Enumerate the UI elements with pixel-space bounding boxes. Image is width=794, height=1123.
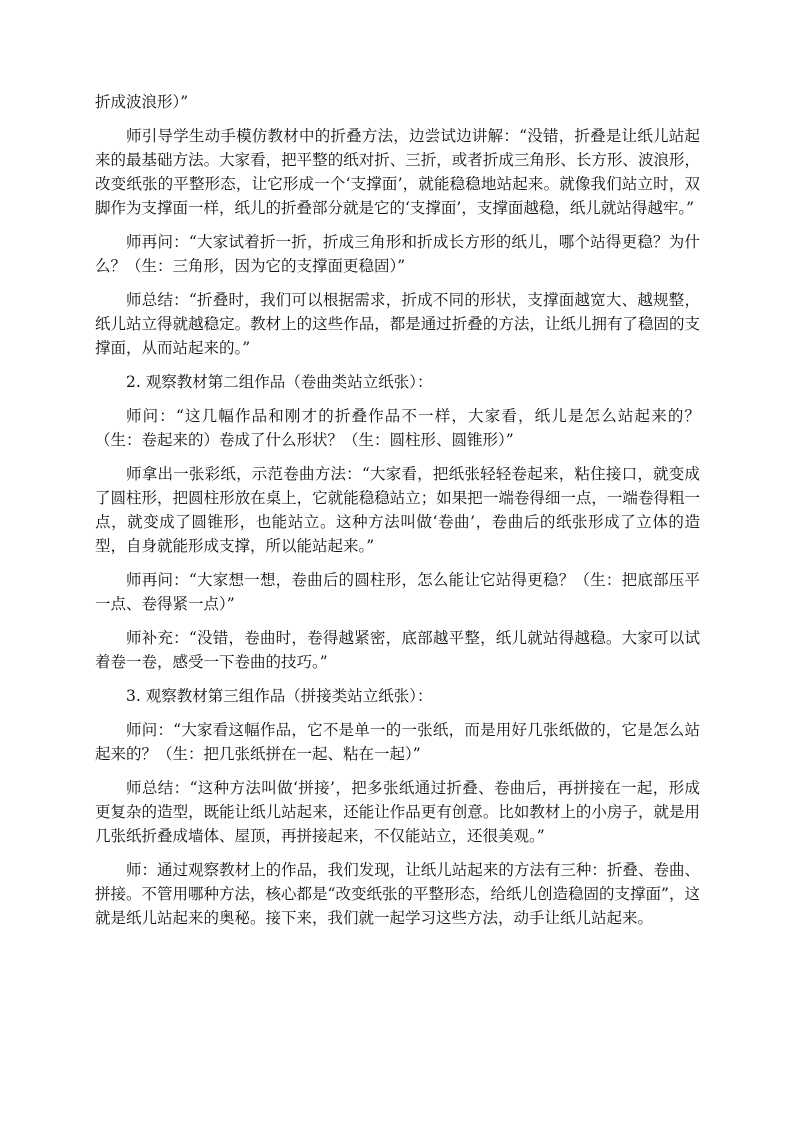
paragraph-folding-explanation: 师引导学生动手模仿教材中的折叠方法，边尝试边讲解：“没错，折叠是让纸儿站起来的最基础方法。大家看，把平整的纸对折、三折，或者折成三角形、长方形、波浪形，改变纸张的平整形态，让它形成一个‘支撑面’，就能稳稳地站起来。就像我们站立时，双脚作为支撑面一样，纸儿的折叠部分就是它的‘支撑面’，支撑面越稳，纸儿就站得越牢。” — [95, 127, 700, 217]
paragraph-conclusion: 师：通过观察教材上的作品，我们发现，让纸儿站起来的方法有三种：折叠、卷曲、拼接。不管用哪种方法，核心都是“改变纸张的平整形态，给纸儿创造稳固的支撑面”，这就是纸儿站起来的奥秘。接下来，我们就一起学习这些方法，动手让纸儿站起来。 — [95, 861, 700, 927]
paragraph-rolling-supplement: 师补充：“没错，卷曲时，卷得越紧密，底部越平整，纸儿就站得越稳。大家可以试着卷一卷，感受一下卷曲的技巧。” — [95, 629, 700, 671]
paragraph-folding-summary: 师总结：“折叠时，我们可以根据需求，折成不同的形状，支撑面越宽大、越规整，纸儿站立得就越稳定。教材上的这些作品，都是通过折叠的方法，让纸儿拥有了稳固的支撑面，从而站起来的。” — [95, 291, 700, 357]
paragraph-folding-question: 师再问：“大家试着折一折，折成三角形和折成长方形的纸儿，哪个站得更稳？为什么？（生：三角形，因为它的支撑面更稳固）” — [95, 233, 700, 275]
paragraph-rolling-demo: 师拿出一张彩纸，示范卷曲方法：“大家看，把纸张轻轻卷起来，粘住接口，就变成了圆柱形，把圆柱形放在桌上，它就能稳稳站立；如果把一端卷得细一点，一端卷得粗一点，就变成了圆锥形，也能站立。这种方法叫做‘卷曲’，卷曲后的纸张形成了立体的造型，自身就能形成支撑，所以能站起来。” — [95, 465, 700, 555]
paragraph-rolling-question: 师问：“这几幅作品和刚才的折叠作品不一样，大家看，纸儿是怎么站起来的？（生：卷起来的）卷成了什么形状？（生：圆柱形、圆锥形）” — [95, 407, 700, 449]
paragraph-rolling-followup: 师再问：“大家想一想，卷曲后的圆柱形，怎么能让它站得更稳？（生：把底部压平一点、卷得紧一点）” — [95, 571, 700, 613]
document-page — [95, 90, 700, 940]
paragraph-continuation: 折成波浪形）” — [95, 93, 189, 111]
section-heading-rolling: 2. 观察教材第二组作品（卷曲类站立纸张）： — [126, 373, 433, 391]
paragraph-joining-question: 师问：“大家看这幅作品，它不是单一的一张纸，而是用好几张纸做的，它是怎么站起来的？（生：把几张纸拼在一起、粘在一起）” — [95, 721, 700, 763]
section-heading-joining: 3. 观察教材第三组作品（拼接类站立纸张）： — [126, 687, 433, 705]
paragraph-joining-summary: 师总结：“这种方法叫做‘拼接’，把多张纸通过折叠、卷曲后，再拼接在一起，形成更复杂的造型，既能让纸儿站起来，还能让作品更有创意。比如教材上的小房子，就是用几张纸折叠成墙体、屋顶，再拼接起来，不仅能站立，还很美观。” — [95, 779, 700, 845]
